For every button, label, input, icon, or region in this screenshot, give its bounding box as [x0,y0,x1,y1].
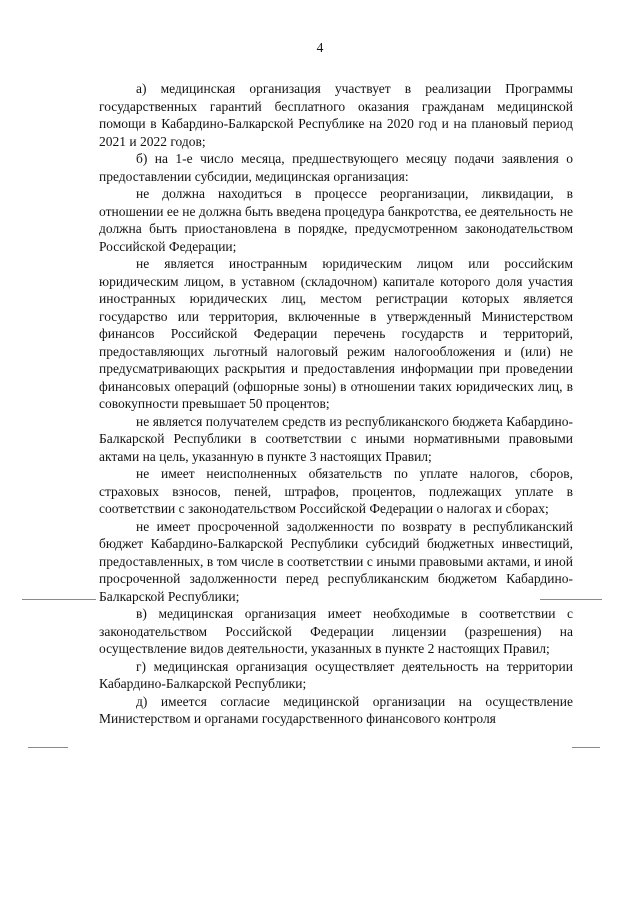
paragraph-no-tax-debts: не имеет неисполненных обязательств по уплате налогов, сборов, страховых взносов, пеней, штрафов, процентов, подлежащих уплате в соответствии с законодательством Российской Федерации о налогах и сборах; [99,466,573,516]
paragraph-v-licenses: в) медицинская организация имеет необходимые в соответствии с законодательством Российской Федерации лицензии (разрешения) на осуществление видов деятельности, указанных в пункте 2 настоящих Правил; [99,606,573,656]
paragraph-not-foreign-entity: не является иностранным юридическим лицом или российским юридическим лицом, в уставном (складочном) капитале которого доля участия иностранных юридических лиц, местом регистрации которых является государство или территория, включенные в утвержденный Министерством финансов Российской Федерации перечень государств и территорий, предоставляющих льготный налоговый режим налогообложения и (или) не предусматривающих раскрытия и предоставления информации при проведении финансовых операций (офшорные зоны) в отношении таких юридических лиц, в совокупности превышает 50 процентов; [99,256,573,411]
paragraph-no-reorganization: не должна находиться в процессе реорганизации, ликвидации, в отношении ее не должна быть введена процедура банкротства, ее деятельность не должна быть приостановлена в порядке, предусмотренном законодательством Российской Федерации; [99,186,573,254]
scan-artifact-line [540,599,602,600]
paragraph-not-budget-recipient: не является получателем средств из республиканского бюджета Кабардино-Балкарской Республики в соответствии с иными нормативными правовыми актами на цель, указанную в пункте 3 настоящих Правил; [99,413,573,464]
paragraph-b: б) на 1-е число месяца, предшествующего месяцу подачи заявления о предоставлении субсидии, медицинская организация: [99,151,573,184]
paragraph-g-territory: г) медицинская организация осуществляет деятельность на территории Кабардино-Балкарской Республики; [99,658,573,691]
document-body [99,80,573,728]
page-number: 4 [316,40,324,55]
paragraph-no-overdue-debt: не имеет просроченной задолженности по возврату в республиканский бюджет Кабардино-Балкарской Республики субсидий бюджетных инвестиций, предоставленных, в том числе в соответствии с иными правовыми актами, и иной просроченной задолженности перед республиканским бюджетом Кабардино-Балкарской Республики; [99,518,573,604]
scan-artifact-line [28,747,68,748]
scan-artifact-line [572,747,600,748]
scan-artifact-line [22,599,96,600]
paragraph-a: а) медицинская организация участвует в реализации Программы государственных гарантий бесплатного оказания гражданам медицинской помощи в Кабардино-Балкарской Республике на 2020 год и на плановый период 2021 и 2022 годов; [99,81,573,149]
paragraph-d-consent: д) имеется согласие медицинской организации на осуществление Министерством и органами государственного финансового контроля [99,693,573,726]
